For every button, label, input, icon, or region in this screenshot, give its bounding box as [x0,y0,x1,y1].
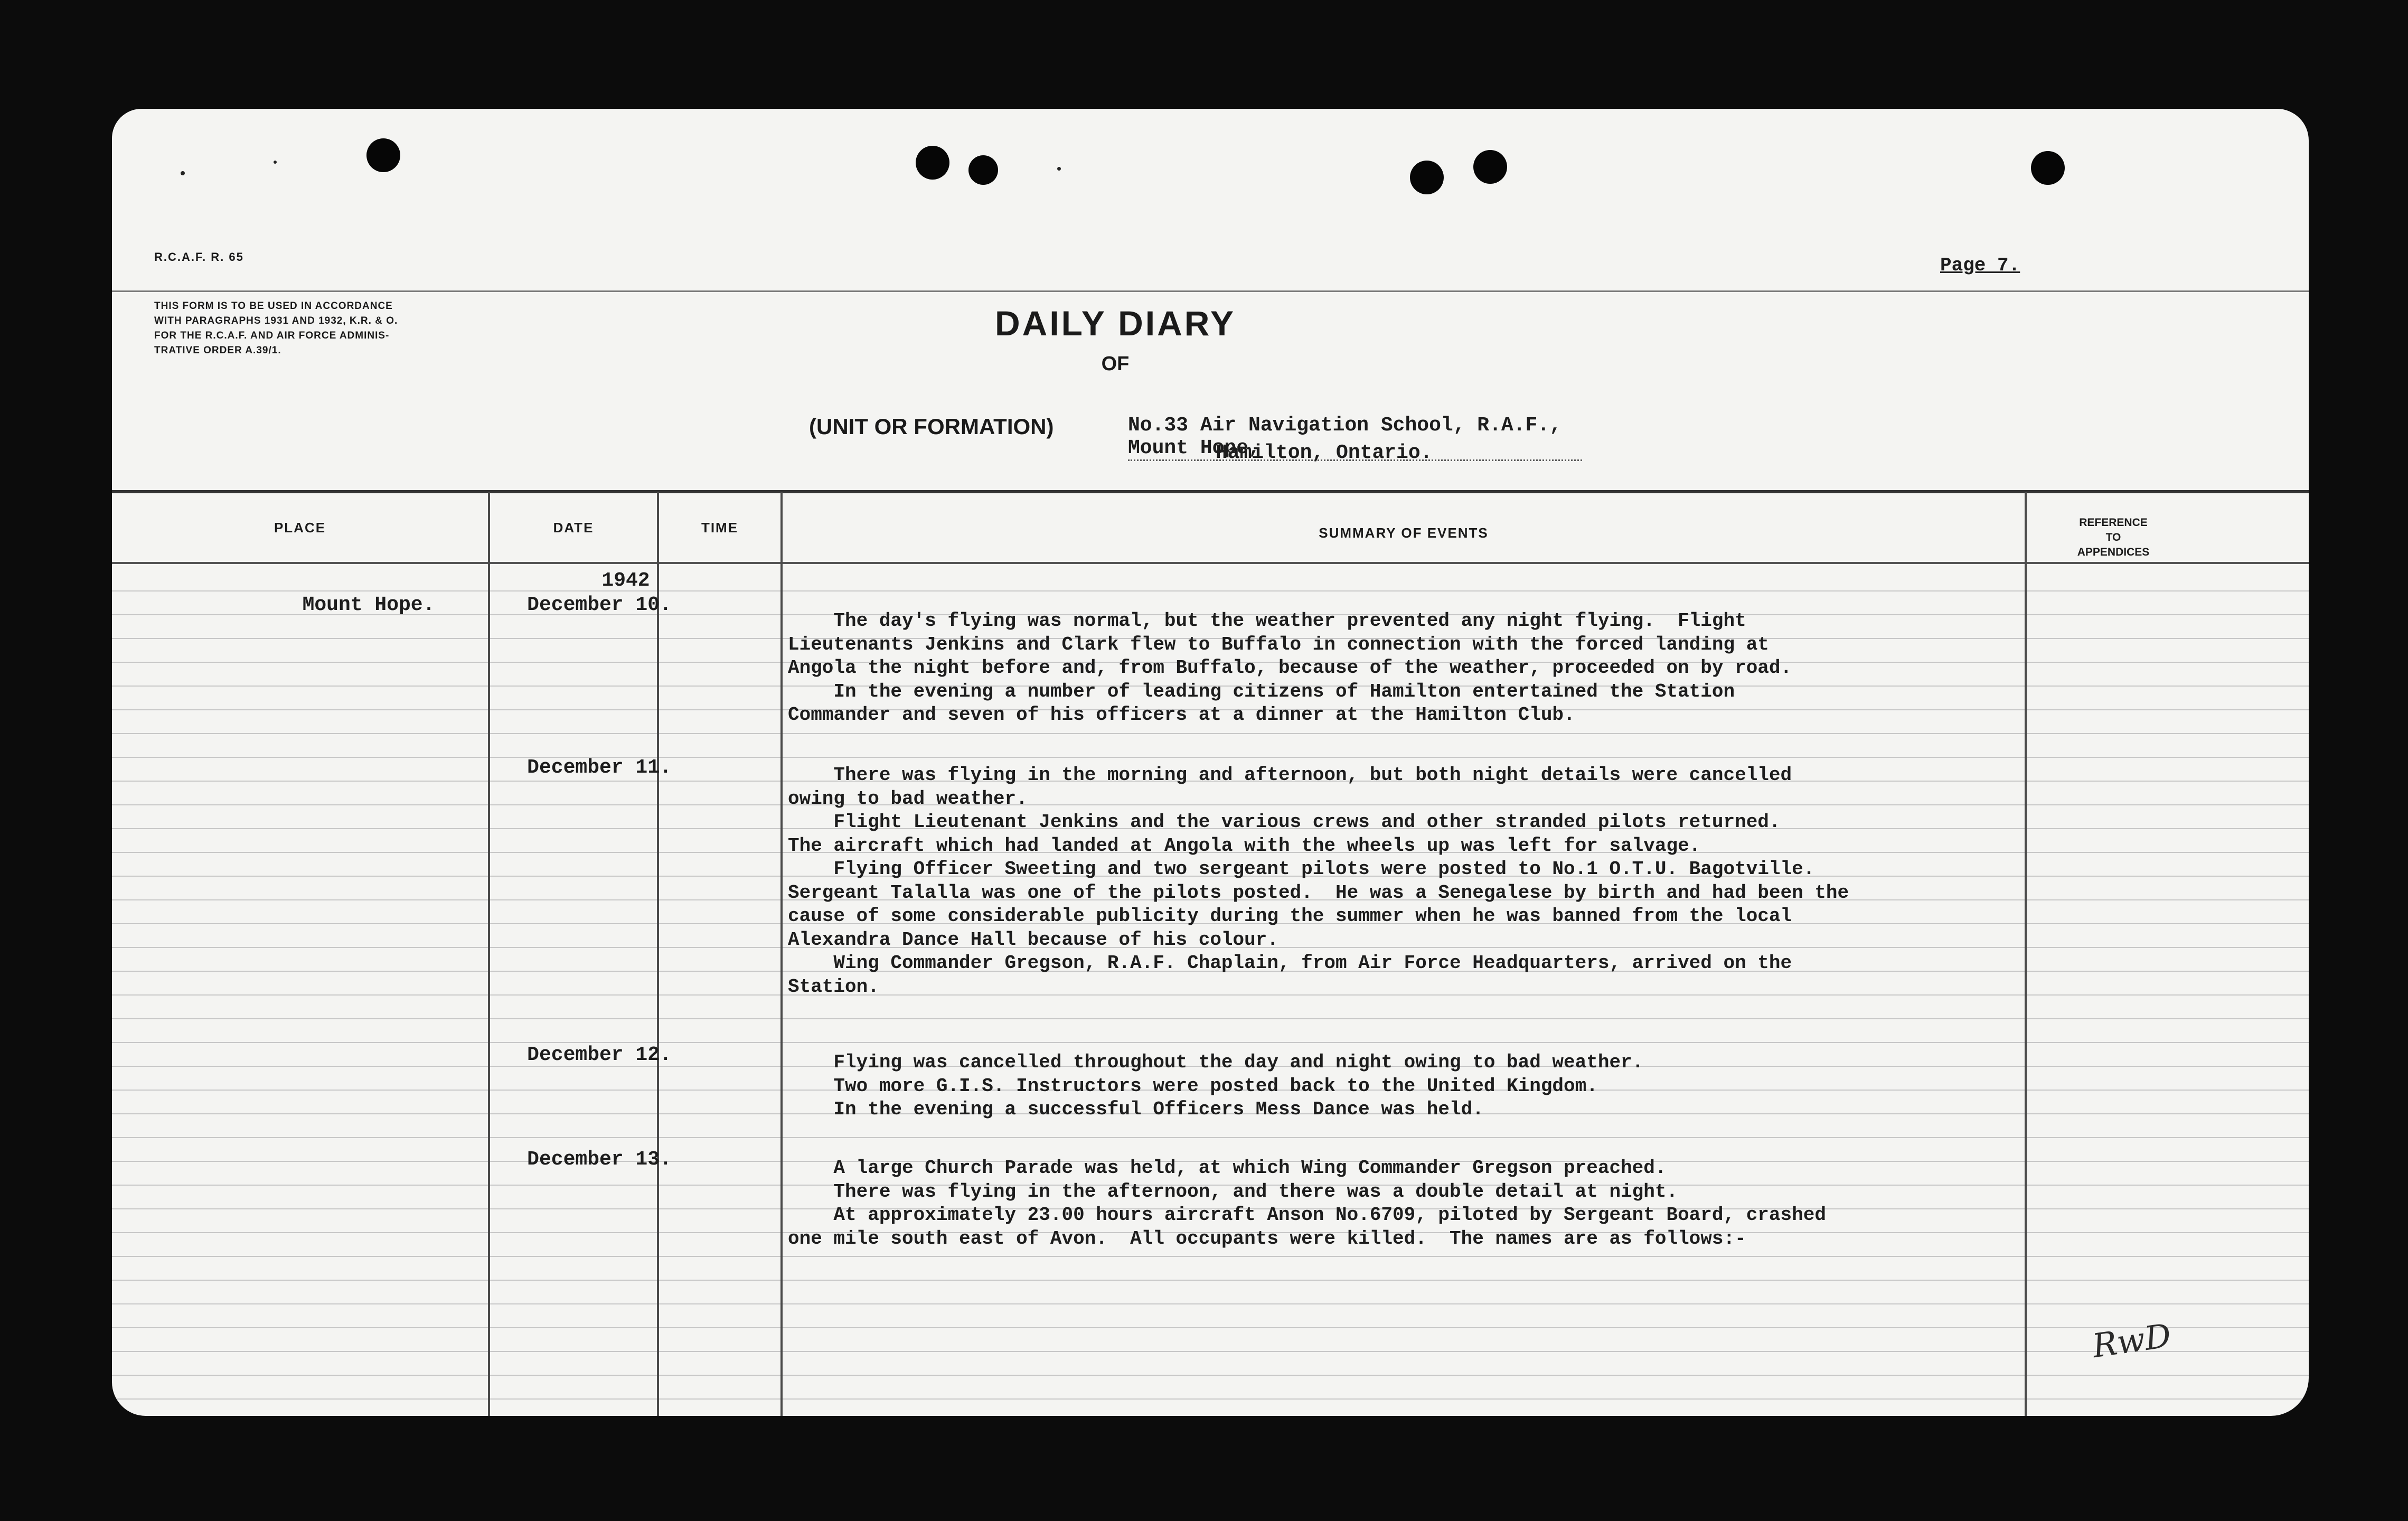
unit-name-line1: No.33 Air Navigation School, R.A.F., Mount Hope, [1128,414,1582,461]
ruled-line [112,1137,2309,1138]
ruled-line [112,733,2309,734]
ruled-line [112,1042,2309,1043]
summary-line: Flying Officer Sweeting and two sergeant pilots were posted to No.1 O.T.U. Bagotville. [788,858,1815,880]
summary-line: In the evening a number of leading citizens of Hamilton entertained the Station [788,680,1735,702]
table-top-border [112,490,2309,493]
summary-line: Alexandra Dance Hall because of his colour. [788,928,1278,951]
year-value: 1942 [601,569,650,592]
ruled-line [112,1280,2309,1281]
summary-line: In the evening a successful Officers Mess Dance was held. [788,1098,1484,1120]
unit-label: (UNIT OR FORMATION) [809,414,1054,439]
entry-summary [788,1051,2140,1122]
ruled-line [112,1018,2309,1019]
summary-line: There was flying in the afternoon, and there was a double detail at night. [788,1180,1678,1203]
punch-hole [1410,161,1444,194]
column-header-date: DATE [553,520,594,536]
column-header-summary: SUMMARY OF EVENTS [1319,525,1489,541]
column-header-place: PLACE [274,520,326,536]
entry-date: December 12. [527,1044,672,1066]
punch-hole [916,146,949,180]
punch-hole [2031,151,2065,185]
summary-line: Flying was cancelled throughout the day and night owing to bad weather. [788,1051,1644,1073]
summary-line: The day's flying was normal, but the weather prevented any night flying. Flight [788,610,1746,632]
summary-line: At approximately 23.00 hours aircraft Anson No.6709, piloted by Sergeant Board, crashed [788,1204,1826,1226]
summary-line: Angola the night before and, from Buffalo, because of the weather, proceeded on by road. [788,657,1792,679]
column-divider-date-time [657,492,659,1416]
column-header-time: TIME [701,520,739,536]
ruled-line [112,1327,2309,1328]
summary-line: Two more G.I.S. Instructors were posted back to the United Kingdom. [788,1075,1598,1097]
diary-card [112,109,2309,1416]
summary-line: Station. [788,975,879,998]
ink-speck [1057,167,1061,171]
header-divider [112,290,2309,292]
ink-speck [274,161,277,164]
summary-line: Wing Commander Gregson, R.A.F. Chaplain, from Air Force Headquarters, arrived on the [788,952,1792,974]
punch-hole [1473,150,1507,184]
summary-line: owing to bad weather. [788,787,1028,810]
entry-date: December 11. [527,756,672,779]
summary-line: cause of some considerable publicity during the summer when he was banned from the local [788,905,1792,927]
column-divider-place-date [488,492,490,1416]
handwritten-initials: RwD [2090,1316,2174,1366]
entry-summary [788,1157,2140,1251]
summary-line: The aircraft which had landed at Angola with the wheels up was left for salvage. [788,834,1701,857]
diary-title: DAILY DIARY [995,304,1236,343]
unit-name-line2: Hamilton, Ontario. [1216,442,1433,464]
ruled-line [112,1351,2309,1352]
summary-line: Flight Lieutenant Jenkins and the various crews and other stranded pilots returned. [788,811,1781,833]
entry-date: December 10. [527,594,672,616]
summary-line: Commander and seven of his officers at a dinner at the Hamilton Club. [788,704,1575,726]
column-header-reference: REFERENCE TO APPENDICES [2077,517,2150,558]
ruled-line [112,1375,2309,1376]
ruled-line [112,1256,2309,1257]
summary-line: Lieutenants Jenkins and Clark flew to Buffalo in connection with the forced landing at [788,633,1769,655]
ruled-line [112,590,2309,592]
form-code: R.C.A.F. R. 65 [154,250,244,264]
punch-hole [968,155,998,185]
column-divider-time-summary [780,492,783,1416]
column-header-divider [112,562,2309,564]
ruled-line [112,1398,2309,1400]
summary-line: A large Church Parade was held, at which Wing Commander Gregson preached. [788,1157,1667,1179]
ruled-line [112,757,2309,758]
form-instructions: THIS FORM IS TO BE USED IN ACCORDANCE WITH PARAGRAPHS 1931 AND 1932, K.R. & O. FOR THE R.C.A.F. AND AIR FORCE ADMINIS- TRATIVE ORDER A.39/1. [154,301,398,356]
entry-date: December 13. [527,1148,672,1171]
summary-line: There was flying in the morning and afternoon, but both night details were cancelled [788,764,1792,786]
diary-title-of: OF [1101,353,1130,375]
entry-summary [788,609,2140,727]
summary-line: Sergeant Talalla was one of the pilots posted. He was a Senegalese by birth and had been the [788,881,1849,904]
entry-summary [788,764,2140,999]
ink-speck [181,171,185,175]
page-number: Page 7. [1940,255,2020,276]
place-value: Mount Hope. [302,594,435,616]
ruled-line [112,1303,2309,1304]
summary-line: one mile south east of Avon. All occupants were killed. The names are as follows:- [788,1227,1746,1250]
punch-hole [366,138,400,172]
